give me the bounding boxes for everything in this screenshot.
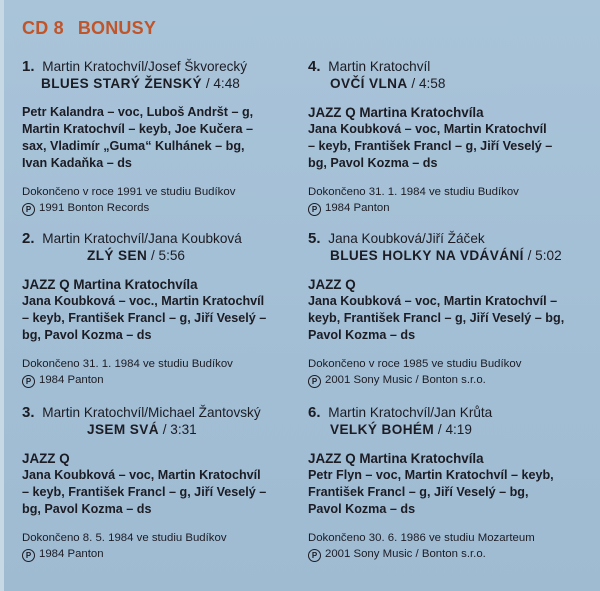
track-title: OVČÍ VLNA	[330, 76, 408, 91]
copyright-text: 1984 Panton	[325, 202, 390, 214]
personnel-line: Ivan Kadaňka – ds	[22, 156, 132, 170]
phonogram-icon: P	[308, 549, 321, 562]
personnel-line: bg, Pavol Kozma – ds	[22, 328, 152, 342]
recording-info: Dokončeno 30. 6. 1986 ve studiu Mozarteum	[308, 532, 535, 544]
track-number: 4.	[308, 58, 321, 75]
track-title-row	[22, 421, 307, 438]
personnel-line: Jana Koubková – voc, Martin Kratochvíl	[308, 122, 547, 136]
track-authors: Martin Kratochvíl/Michael Žantovský	[42, 405, 261, 420]
personnel-line: – keyb, František Francl – g, Jiří Veselý –	[308, 139, 553, 153]
track-authors-row	[22, 404, 307, 421]
track-authors: Martin Kratochvíl	[328, 59, 431, 74]
track-number: 6.	[308, 404, 321, 421]
copyright-line	[22, 546, 307, 562]
track-title: JSEM SVÁ	[87, 422, 159, 437]
track-duration: / 4:19	[437, 422, 472, 437]
track-duration: / 5:02	[527, 248, 562, 263]
track-title: BLUES HOLKY NA VDÁVÁNÍ	[330, 248, 524, 263]
phonogram-icon: P	[22, 203, 35, 216]
recording-info: Dokončeno 8. 5. 1984 ve studiu Budíkov	[22, 532, 227, 544]
track-4	[308, 58, 593, 216]
phonogram-icon: P	[22, 375, 35, 388]
copyright-text: 1984 Panton	[39, 548, 104, 560]
recording-info: Dokončeno v roce 1985 ve studiu Budíkov	[308, 358, 522, 370]
track-title-row	[308, 247, 593, 264]
track-5	[308, 230, 593, 388]
recording-info: Dokončeno 31. 1. 1984 ve studiu Budíkov	[22, 358, 233, 370]
track-number: 3.	[22, 404, 35, 421]
copyright-line	[308, 200, 593, 216]
personnel-line: Jana Koubková – voc, Martin Kratochvíl	[22, 468, 261, 482]
page-edge	[0, 0, 4, 591]
track-title-row	[308, 75, 593, 92]
copyright-text: 1991 Bonton Records	[39, 202, 150, 214]
track-title-row	[22, 247, 307, 264]
recording-info: Dokončeno v roce 1991 ve studiu Budíkov	[22, 186, 236, 198]
track-authors-row	[308, 58, 593, 75]
track-title: VELKÝ BOHÉM	[330, 422, 435, 437]
section-title: BONUSY	[77, 18, 157, 38]
track-authors: Jana Koubková/Jiří Žáček	[328, 231, 485, 246]
personnel-line: Petr Flyn – voc, Martin Kratochvíl – keyb,	[308, 468, 554, 482]
track-authors: Martin Kratochvíl/Jan Krůta	[328, 405, 493, 420]
personnel-line: František Francl – g, Jiří Veselý – bg,	[308, 485, 529, 499]
track-title-row	[308, 421, 593, 438]
personnel-line: keyb, František Francl – g, Jiří Veselý – bg,	[308, 311, 565, 325]
track-title-row	[22, 75, 307, 92]
track-authors-row	[308, 404, 593, 421]
copyright-line	[308, 546, 593, 562]
page-header	[22, 18, 170, 39]
cd-label: CD 8	[22, 18, 64, 38]
track-number: 5.	[308, 230, 321, 247]
personnel-line: sax, Vladimír „Guma“ Kulhánek – bg,	[22, 139, 245, 153]
copyright-text: 2001 Sony Music / Bonton s.r.o.	[325, 548, 486, 560]
track-authors: Martin Kratochvíl/Jana Koubková	[42, 231, 242, 246]
copyright-line	[22, 200, 307, 216]
personnel-line: bg, Pavol Kozma – ds	[22, 502, 152, 516]
copyright-line	[22, 372, 307, 388]
personnel-line: – keyb, František Francl – g, Jiří Veselý –	[22, 311, 267, 325]
track-authors-row	[22, 230, 307, 247]
personnel-line: Jana Koubková – voc, Martin Kratochvíl –	[308, 294, 558, 308]
track-duration: / 4:58	[411, 76, 446, 91]
band-name: JAZZ Q Martina Kratochvíla	[308, 105, 484, 120]
recording-info: Dokončeno 31. 1. 1984 ve studiu Budíkov	[308, 186, 519, 198]
track-number: 2.	[22, 230, 35, 247]
track-duration: / 5:56	[150, 248, 185, 263]
copyright-text: 1984 Panton	[39, 374, 104, 386]
track-2	[22, 230, 307, 388]
track-number: 1.	[22, 58, 35, 75]
track-6	[308, 404, 593, 562]
copyright-text: 2001 Sony Music / Bonton s.r.o.	[325, 374, 486, 386]
band-name: JAZZ Q	[22, 451, 70, 466]
track-1	[22, 58, 307, 216]
track-duration: / 3:31	[162, 422, 197, 437]
phonogram-icon: P	[308, 203, 321, 216]
track-authors: Martin Kratochvíl/Josef Škvorecký	[42, 59, 248, 74]
copyright-line	[308, 372, 593, 388]
track-duration: / 4:48	[205, 76, 240, 91]
track-3	[22, 404, 307, 562]
personnel-line: Martin Kratochvíl – keyb, Joe Kučera –	[22, 122, 253, 136]
track-authors-row	[22, 58, 307, 75]
personnel-line: Jana Koubková – voc., Martin Kratochvíl	[22, 294, 265, 308]
track-authors-row	[308, 230, 593, 247]
personnel-line: Pavol Kozma – ds	[308, 328, 416, 342]
personnel-line: – keyb, František Francl – g, Jiří Veselý –	[22, 485, 267, 499]
band-name: JAZZ Q Martina Kratochvíla	[308, 451, 484, 466]
track-title: BLUES STARÝ ŽENSKÝ	[41, 76, 203, 91]
band-name: JAZZ Q Martina Kratochvíla	[22, 277, 198, 292]
personnel-line: Pavol Kozma – ds	[308, 502, 416, 516]
track-title: ZLÝ SEN	[87, 248, 148, 263]
band-name: JAZZ Q	[308, 277, 356, 292]
phonogram-icon: P	[22, 549, 35, 562]
personnel-line: Petr Kalandra – voc, Luboš Andršt – g,	[22, 105, 254, 119]
phonogram-icon: P	[308, 375, 321, 388]
personnel-line: bg, Pavol Kozma – ds	[308, 156, 438, 170]
